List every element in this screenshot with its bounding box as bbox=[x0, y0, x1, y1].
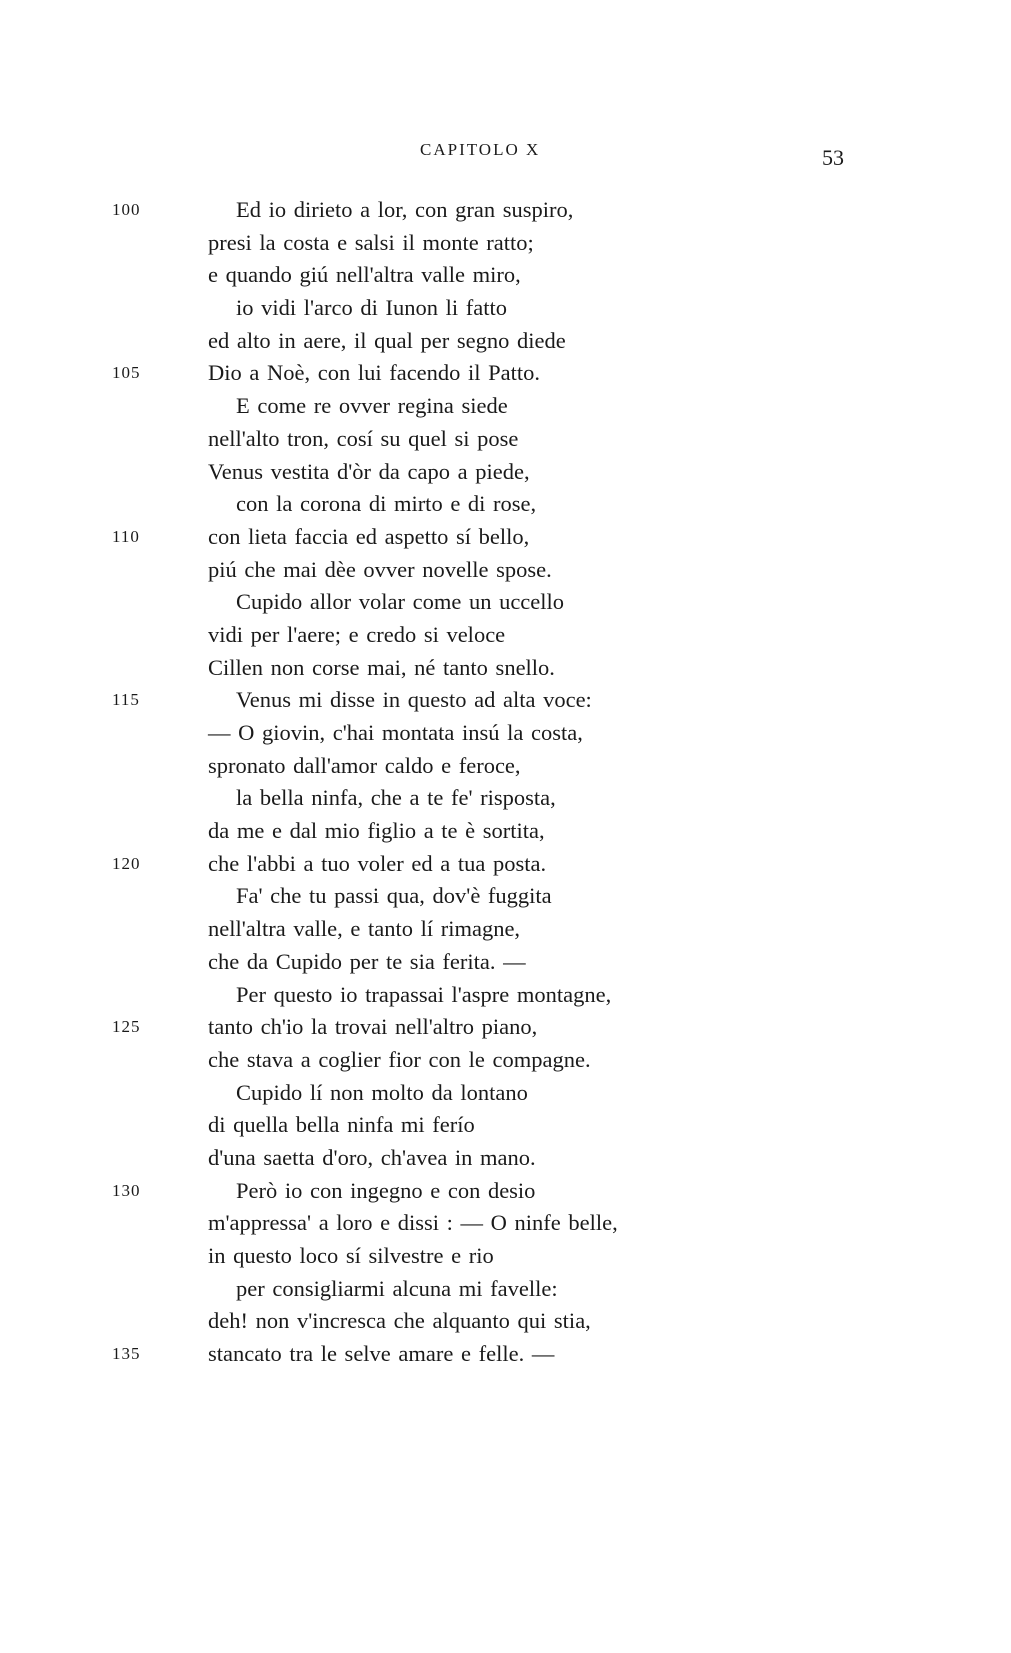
line-number: 125 bbox=[112, 1017, 141, 1037]
line-text: nell'alto tron, cosí su quel si pose bbox=[208, 425, 519, 451]
line-text: che stava a coglier fior con le compagne. bbox=[208, 1046, 591, 1072]
line-text: ed alto in aere, il qual per segno diede bbox=[208, 327, 566, 353]
line-text: deh! non v'incresca che alquanto qui stia, bbox=[208, 1308, 591, 1334]
line-text: in questo loco sí silvestre e rio bbox=[208, 1243, 494, 1268]
verse-line bbox=[0, 1240, 1011, 1273]
verse-line bbox=[0, 1044, 1011, 1077]
verse-line bbox=[0, 259, 1011, 292]
line-number: 135 bbox=[112, 1344, 141, 1364]
line-number: 100 bbox=[112, 200, 141, 219]
line-text: E come re ovver regina siede bbox=[236, 393, 508, 419]
verse-line bbox=[0, 1175, 1011, 1208]
line-text: presi la costa e salsi il monte ratto; bbox=[208, 229, 534, 255]
line-text: tanto ch'io la trovai nell'altro piano, bbox=[208, 1014, 538, 1040]
verse-line bbox=[0, 946, 1011, 979]
verse-line bbox=[0, 521, 1011, 554]
line-text: — O giovin, c'hai montata insú la costa, bbox=[208, 720, 583, 745]
line-text: che da Cupido per te sia ferita. — bbox=[208, 948, 526, 974]
verse-line bbox=[0, 227, 1011, 260]
line-text: con lieta faccia ed aspetto sí bello, bbox=[208, 523, 530, 549]
verse-line bbox=[0, 1142, 1011, 1175]
verse-line bbox=[0, 750, 1011, 783]
verse-line bbox=[0, 717, 1011, 750]
line-text: Però io con ingegno e con desio bbox=[236, 1177, 536, 1203]
verse-line bbox=[0, 1305, 1011, 1338]
verse-line bbox=[0, 815, 1011, 848]
verse-line bbox=[0, 1338, 1011, 1371]
line-number: 110 bbox=[112, 526, 140, 546]
running-head: CAPITOLO X bbox=[420, 140, 541, 159]
line-text: Cupido allor volar come un uccello bbox=[236, 589, 565, 615]
line-text: vidi per l'aere; e credo si veloce bbox=[208, 621, 506, 647]
verse-line bbox=[0, 586, 1011, 619]
line-text: m'appressa' a loro e dissi : — O ninfe belle, bbox=[208, 1210, 618, 1236]
verse-line bbox=[0, 1011, 1011, 1044]
page-number: 53 bbox=[822, 145, 844, 170]
line-text: piú che mai dèe ovver novelle spose. bbox=[208, 556, 552, 582]
verse-line bbox=[0, 1077, 1011, 1110]
verse-line bbox=[0, 325, 1011, 358]
line-number: 105 bbox=[112, 363, 141, 383]
line-text: Per questo io trapassai l'aspre montagne, bbox=[236, 981, 612, 1007]
line-text: Venus vestita d'òr da capo a piede, bbox=[208, 458, 530, 484]
line-text: nell'altra valle, e tanto lí rimagne, bbox=[208, 916, 521, 942]
line-text: da me e dal mio figlio a te è sortita, bbox=[208, 818, 545, 844]
verse-line bbox=[0, 357, 1011, 390]
line-number: 120 bbox=[112, 853, 141, 873]
verse-line bbox=[0, 390, 1011, 423]
line-text: per consigliarmi alcuna mi favelle: bbox=[236, 1275, 558, 1301]
verse-line bbox=[0, 488, 1011, 521]
line-number: 115 bbox=[112, 690, 140, 710]
verse-line bbox=[0, 456, 1011, 489]
verse-line bbox=[0, 782, 1011, 815]
verse-line bbox=[0, 554, 1011, 587]
verse-line bbox=[0, 423, 1011, 456]
line-text: spronato dall'amor caldo e feroce, bbox=[208, 752, 521, 778]
verse-line bbox=[0, 652, 1011, 685]
verse-line bbox=[0, 1109, 1011, 1142]
line-text: che l'abbi a tuo voler ed a tua posta. bbox=[208, 850, 547, 876]
line-text: di quella bella ninfa mi ferío bbox=[208, 1112, 475, 1138]
verse-line bbox=[0, 880, 1011, 913]
verse-line bbox=[0, 684, 1011, 717]
line-text: la bella ninfa, che a te fe' risposta, bbox=[236, 785, 556, 811]
verse-line bbox=[0, 1207, 1011, 1240]
line-text: io vidi l'arco di Iunon li fatto bbox=[236, 295, 508, 321]
verse-line bbox=[0, 619, 1011, 652]
line-text: Venus mi disse in questo ad alta voce: bbox=[236, 687, 592, 713]
line-number: 130 bbox=[112, 1180, 141, 1200]
verse-block bbox=[0, 194, 1011, 1371]
verse-line bbox=[0, 1273, 1011, 1306]
verse-line bbox=[0, 848, 1011, 881]
line-text: stancato tra le selve amare e felle. — bbox=[208, 1341, 555, 1367]
line-text: Cillen non corse mai, né tanto snello. bbox=[208, 654, 555, 680]
line-text: d'una saetta d'oro, ch'avea in mano. bbox=[208, 1144, 536, 1170]
verse-line bbox=[0, 194, 1011, 227]
line-text: Dio a Noè, con lui facendo il Patto. bbox=[208, 360, 541, 386]
verse-line bbox=[0, 292, 1011, 325]
line-text: e quando giú nell'altra valle miro, bbox=[208, 262, 521, 288]
line-text: Fa' che tu passi qua, dov'è fuggita bbox=[236, 883, 552, 909]
verse-line bbox=[0, 913, 1011, 946]
line-text: Ed io dirieto a lor, con gran suspiro, bbox=[236, 197, 574, 222]
line-text: Cupido lí non molto da lontano bbox=[236, 1079, 528, 1105]
verse-line bbox=[0, 979, 1011, 1012]
line-text: con la corona di mirto e di rose, bbox=[236, 491, 537, 517]
